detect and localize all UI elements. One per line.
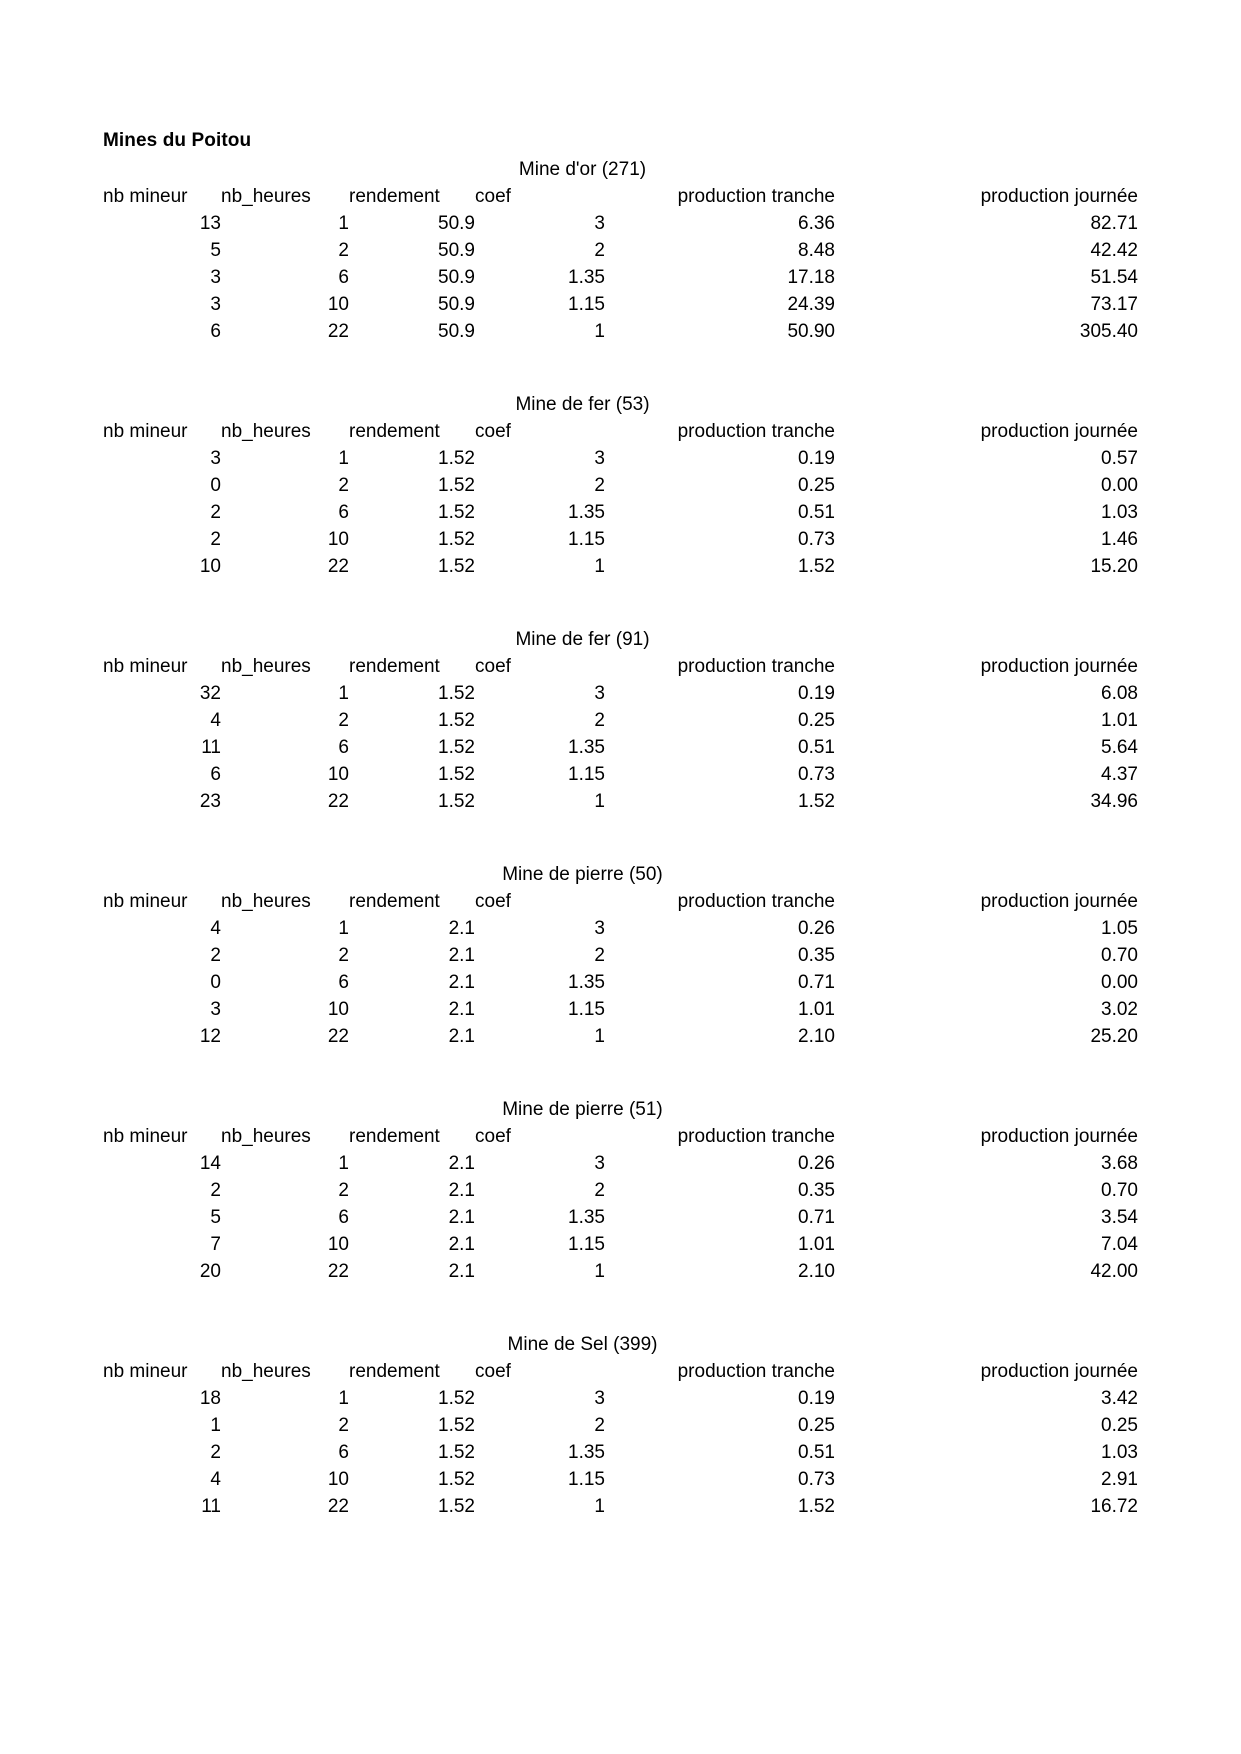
column-header-production-tranche: production tranche [677,421,835,442]
cell-coef: 1.35 [568,737,605,758]
cell-coef: 2 [594,475,605,496]
cell-coef: 1.15 [568,294,605,315]
column-header-production-journee: production journée [980,1126,1138,1147]
cell-production-journee: 73.17 [1090,294,1138,315]
cell-nb-mineur: 3 [210,294,221,315]
cell-rendement: 1.52 [438,475,475,496]
cell-coef: 1 [594,556,605,577]
cell-nb-heures: 10 [327,1234,349,1255]
cell-coef: 1 [594,321,605,342]
cell-production-journee: 51.54 [1090,267,1138,288]
cell-nb-heures: 6 [338,1207,349,1228]
column-header-rendement: rendement [349,186,440,207]
cell-coef: 1.35 [568,1442,605,1463]
cell-nb-heures: 10 [327,764,349,785]
cell-rendement: 50.9 [438,294,475,315]
column-header-production-tranche: production tranche [677,656,835,677]
table-row [103,1231,1138,1258]
column-header-production-journee: production journée [980,1361,1138,1382]
cell-rendement: 1.52 [438,1469,475,1490]
cell-nb-heures: 6 [338,972,349,993]
cell-nb-mineur: 10 [199,556,221,577]
cell-nb-heures: 22 [327,791,349,812]
cell-nb-heures: 1 [338,1388,349,1409]
column-header-nb-mineur: nb mineur [103,1361,188,1382]
cell-nb-heures: 2 [338,945,349,966]
cell-production-tranche: 1.52 [798,556,835,577]
cell-coef: 3 [594,683,605,704]
cell-nb-heures: 2 [338,1180,349,1201]
cell-coef: 2 [594,240,605,261]
mine-production-table [103,1123,1138,1285]
cell-rendement: 2.1 [448,972,475,993]
cell-coef: 3 [594,1153,605,1174]
column-header-coef: coef [475,1361,511,1382]
column-header-production-journee: production journée [980,891,1138,912]
cell-production-journee: 0.57 [1101,448,1138,469]
cell-nb-mineur: 23 [199,791,221,812]
mine-caption: Mine d'or (271) [518,159,647,180]
cell-rendement: 2.1 [448,1026,475,1047]
cell-production-tranche: 0.26 [798,918,835,939]
table-row [103,996,1138,1023]
cell-rendement: 2.1 [448,999,475,1020]
cell-coef: 1.35 [568,1207,605,1228]
cell-production-tranche: 0.25 [798,1415,835,1436]
cell-production-tranche: 2.10 [798,1026,835,1047]
cell-nb-heures: 10 [327,1469,349,1490]
cell-production-tranche: 0.51 [798,502,835,523]
cell-production-journee: 0.00 [1101,475,1138,496]
mine-block [103,626,1138,815]
cell-nb-mineur: 5 [210,1207,221,1228]
cell-nb-heures: 22 [327,321,349,342]
column-header-rendement: rendement [349,421,440,442]
cell-nb-mineur: 11 [201,1496,221,1517]
cell-nb-mineur: 4 [210,918,221,939]
mine-caption: Mine de pierre (51) [502,1099,663,1120]
cell-rendement: 1.52 [438,502,475,523]
table-header-row [103,1358,1138,1385]
cell-nb-heures: 22 [327,556,349,577]
cell-nb-heures: 1 [338,213,349,234]
cell-production-journee: 1.46 [1101,529,1138,550]
mine-caption: Mine de Sel (399) [507,1334,658,1355]
cell-production-journee: 15.20 [1090,556,1138,577]
table-row [103,264,1138,291]
cell-production-tranche: 0.19 [798,448,835,469]
cell-production-tranche: 0.73 [798,764,835,785]
cell-production-journee: 1.03 [1101,502,1138,523]
mine-block [103,861,1138,1050]
cell-production-journee: 16.72 [1090,1496,1138,1517]
column-header-production-journee: production journée [980,421,1138,442]
cell-rendement: 2.1 [448,945,475,966]
cell-rendement: 50.9 [438,321,475,342]
cell-rendement: 2.1 [448,1153,475,1174]
table-row [103,915,1138,942]
cell-production-tranche: 0.19 [798,683,835,704]
column-header-production-tranche: production tranche [677,186,835,207]
column-header-nb-mineur: nb mineur [103,186,188,207]
cell-production-tranche: 0.73 [798,1469,835,1490]
cell-production-journee: 42.00 [1090,1261,1138,1282]
column-header-rendement: rendement [349,1361,440,1382]
mine-production-table [103,653,1138,815]
cell-rendement: 1.52 [438,710,475,731]
cell-coef: 3 [594,1388,605,1409]
cell-production-tranche: 0.19 [798,1388,835,1409]
cell-nb-mineur: 2 [210,529,221,550]
column-header-coef: coef [475,891,511,912]
cell-nb-heures: 10 [327,999,349,1020]
cell-coef: 1 [594,1026,605,1047]
cell-rendement: 50.9 [438,267,475,288]
table-row [103,472,1138,499]
cell-production-tranche: 1.52 [798,791,835,812]
table-row [103,734,1138,761]
cell-production-tranche: 0.51 [798,737,835,758]
cell-nb-mineur: 6 [210,321,221,342]
mine-production-table [103,1358,1138,1520]
cell-production-tranche: 0.51 [798,1442,835,1463]
cell-rendement: 2.1 [448,1261,475,1282]
cell-nb-heures: 1 [338,1153,349,1174]
column-header-production-tranche: production tranche [677,1361,835,1382]
column-header-coef: coef [475,186,511,207]
cell-nb-heures: 6 [338,267,349,288]
cell-coef: 1.15 [568,999,605,1020]
mine-block [103,156,1138,345]
cell-rendement: 1.52 [438,529,475,550]
cell-nb-mineur: 5 [210,240,221,261]
cell-nb-heures: 1 [338,918,349,939]
table-row [103,1493,1138,1520]
column-header-production-tranche: production tranche [677,891,835,912]
mine-block [103,1096,1138,1285]
cell-rendement: 50.9 [438,240,475,261]
cell-nb-heures: 22 [327,1026,349,1047]
table-row [103,499,1138,526]
cell-nb-heures: 6 [338,1442,349,1463]
table-row [103,1385,1138,1412]
table-row [103,526,1138,553]
table-row [103,553,1138,580]
table-row [103,318,1138,345]
cell-nb-mineur: 2 [210,1180,221,1201]
cell-rendement: 2.1 [448,1234,475,1255]
cell-coef: 3 [594,213,605,234]
column-header-nb-heures: nb_heures [221,421,311,442]
page-title: Mines du Poitou [103,130,252,151]
cell-production-journee: 5.64 [1101,737,1138,758]
cell-coef: 1 [594,791,605,812]
mine-caption: Mine de pierre (50) [502,864,663,885]
cell-coef: 1 [594,1261,605,1282]
cell-nb-heures: 22 [327,1496,349,1517]
cell-production-journee: 3.68 [1101,1153,1138,1174]
cell-production-journee: 0.70 [1101,1180,1138,1201]
cell-nb-heures: 2 [338,710,349,731]
table-header-row [103,653,1138,680]
cell-production-tranche: 0.35 [798,945,835,966]
cell-rendement: 1.52 [438,1388,475,1409]
cell-production-tranche: 0.25 [798,710,835,731]
column-header-production-tranche: production tranche [677,1126,835,1147]
cell-production-journee: 1.01 [1101,710,1138,731]
cell-rendement: 1.52 [438,1442,475,1463]
cell-nb-mineur: 7 [210,1234,221,1255]
table-row [103,680,1138,707]
cell-coef: 1.15 [568,764,605,785]
cell-production-tranche: 0.25 [798,475,835,496]
cell-coef: 2 [594,1415,605,1436]
cell-production-journee: 6.08 [1101,683,1138,704]
cell-production-journee: 42.42 [1090,240,1138,261]
cell-production-tranche: 8.48 [798,240,835,261]
cell-rendement: 1.52 [438,737,475,758]
table-row [103,707,1138,734]
cell-coef: 1.35 [568,502,605,523]
cell-rendement: 2.1 [448,1180,475,1201]
table-row [103,1466,1138,1493]
mines-list [103,156,1138,1520]
cell-nb-heures: 2 [338,1415,349,1436]
column-header-nb-mineur: nb mineur [103,656,188,677]
table-row [103,1204,1138,1231]
column-header-nb-heures: nb_heures [221,1361,311,1382]
cell-production-journee: 3.42 [1101,1388,1138,1409]
column-header-production-journee: production journée [980,186,1138,207]
cell-nb-heures: 10 [327,529,349,550]
table-header-row [103,888,1138,915]
cell-production-tranche: 0.71 [798,1207,835,1228]
mine-production-table [103,183,1138,345]
cell-nb-mineur: 0 [210,475,221,496]
cell-coef: 1.35 [568,972,605,993]
cell-nb-mineur: 4 [210,1469,221,1490]
table-row [103,291,1138,318]
cell-nb-mineur: 4 [210,710,221,731]
cell-production-tranche: 0.35 [798,1180,835,1201]
cell-coef: 3 [594,448,605,469]
cell-production-journee: 4.37 [1101,764,1138,785]
table-row [103,969,1138,996]
cell-production-tranche: 17.18 [787,267,835,288]
cell-nb-mineur: 3 [210,267,221,288]
cell-coef: 1.35 [568,267,605,288]
cell-rendement: 1.52 [438,1496,475,1517]
column-header-nb-heures: nb_heures [221,186,311,207]
column-header-rendement: rendement [349,1126,440,1147]
cell-production-journee: 1.03 [1101,1442,1138,1463]
cell-rendement: 1.52 [438,1415,475,1436]
cell-production-journee: 7.04 [1101,1234,1138,1255]
cell-rendement: 1.52 [438,764,475,785]
mine-caption: Mine de fer (91) [515,629,650,650]
cell-rendement: 1.52 [438,683,475,704]
column-header-rendement: rendement [349,656,440,677]
cell-nb-heures: 10 [327,294,349,315]
cell-nb-mineur: 18 [199,1388,221,1409]
cell-nb-mineur: 3 [210,999,221,1020]
cell-nb-mineur: 20 [199,1261,221,1282]
table-row [103,942,1138,969]
cell-rendement: 1.52 [438,791,475,812]
table-row [103,210,1138,237]
cell-rendement: 1.52 [438,556,475,577]
cell-production-tranche: 6.36 [798,213,835,234]
column-header-nb-heures: nb_heures [221,1126,311,1147]
cell-production-journee: 0.00 [1101,972,1138,993]
column-header-production-journee: production journée [980,656,1138,677]
table-row [103,788,1138,815]
table-row [103,1023,1138,1050]
cell-coef: 2 [594,945,605,966]
cell-production-journee: 305.40 [1079,321,1138,342]
cell-rendement: 50.9 [438,213,475,234]
cell-nb-mineur: 32 [199,683,221,704]
cell-production-journee: 0.25 [1101,1415,1138,1436]
table-header-row [103,1123,1138,1150]
column-header-nb-heures: nb_heures [221,891,311,912]
cell-nb-heures: 1 [338,683,349,704]
cell-production-journee: 34.96 [1090,791,1138,812]
cell-production-journee: 2.91 [1101,1469,1138,1490]
cell-production-tranche: 1.01 [798,1234,835,1255]
cell-nb-mineur: 6 [210,764,221,785]
column-header-nb-heures: nb_heures [221,656,311,677]
cell-nb-heures: 6 [338,502,349,523]
cell-rendement: 2.1 [448,918,475,939]
cell-nb-heures: 6 [338,737,349,758]
cell-production-tranche: 50.90 [787,321,835,342]
cell-nb-mineur: 14 [199,1153,221,1174]
cell-rendement: 2.1 [448,1207,475,1228]
table-row [103,761,1138,788]
table-row [103,1150,1138,1177]
table-row [103,1439,1138,1466]
cell-coef: 1.15 [568,1234,605,1255]
mine-block [103,1331,1138,1520]
cell-nb-mineur: 2 [210,502,221,523]
cell-nb-mineur: 11 [201,737,221,758]
column-header-nb-mineur: nb mineur [103,421,188,442]
cell-production-journee: 3.54 [1101,1207,1138,1228]
cell-nb-mineur: 1 [210,1415,221,1436]
cell-production-journee: 82.71 [1090,213,1138,234]
cell-production-journee: 25.20 [1090,1026,1138,1047]
cell-nb-heures: 1 [338,448,349,469]
cell-coef: 3 [594,918,605,939]
table-row [103,1258,1138,1285]
cell-coef: 1.15 [568,529,605,550]
cell-nb-mineur: 2 [210,945,221,966]
mine-block [103,391,1138,580]
column-header-coef: coef [475,656,511,677]
cell-production-tranche: 1.01 [798,999,835,1020]
cell-production-tranche: 24.39 [787,294,835,315]
cell-production-tranche: 1.52 [798,1496,835,1517]
table-row [103,445,1138,472]
cell-rendement: 1.52 [438,448,475,469]
cell-production-tranche: 0.71 [798,972,835,993]
mine-caption: Mine de fer (53) [515,394,650,415]
cell-nb-heures: 2 [338,240,349,261]
mine-production-table [103,888,1138,1050]
cell-nb-mineur: 0 [210,972,221,993]
cell-production-tranche: 0.26 [798,1153,835,1174]
table-header-row [103,418,1138,445]
cell-nb-mineur: 12 [199,1026,221,1047]
column-header-rendement: rendement [349,891,440,912]
column-header-coef: coef [475,421,511,442]
column-header-nb-mineur: nb mineur [103,1126,188,1147]
table-header-row [103,183,1138,210]
cell-nb-mineur: 3 [210,448,221,469]
column-header-coef: coef [475,1126,511,1147]
cell-coef: 1 [594,1496,605,1517]
cell-production-tranche: 0.73 [798,529,835,550]
mine-production-table [103,418,1138,580]
cell-production-journee: 0.70 [1101,945,1138,966]
cell-coef: 2 [594,710,605,731]
table-row [103,237,1138,264]
cell-coef: 2 [594,1180,605,1201]
cell-production-journee: 3.02 [1101,999,1138,1020]
cell-nb-mineur: 13 [199,213,221,234]
cell-nb-heures: 2 [338,475,349,496]
cell-nb-mineur: 2 [210,1442,221,1463]
table-row [103,1177,1138,1204]
cell-production-journee: 1.05 [1101,918,1138,939]
cell-coef: 1.15 [568,1469,605,1490]
column-header-nb-mineur: nb mineur [103,891,188,912]
table-row [103,1412,1138,1439]
cell-production-tranche: 2.10 [798,1261,835,1282]
cell-nb-heures: 22 [327,1261,349,1282]
